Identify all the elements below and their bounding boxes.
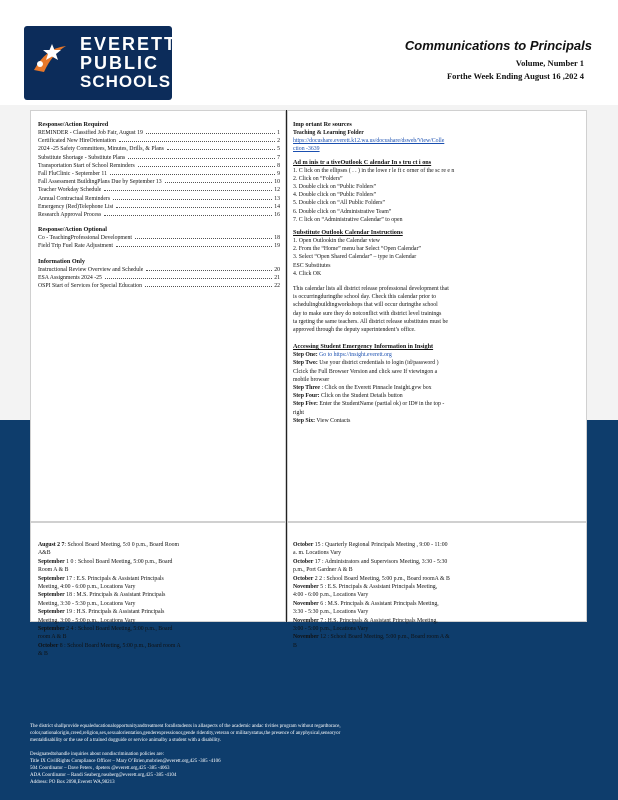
toc-entry-title: Transportation Start of School Reminders	[38, 162, 135, 169]
teaching-learning-label: Teaching & Learning Folder	[293, 130, 364, 136]
admin-step: 7. C lick on “Administrative Calendar” to open	[293, 216, 403, 223]
meeting-entry	[38, 650, 280, 658]
meeting-text: Room A & B	[38, 567, 69, 574]
toc-entry[interactable]	[38, 162, 280, 170]
nondiscrimination-footer	[30, 723, 590, 787]
meeting-text: 17 : Administrators and Supervisors Meeting, 3:30 - 5:30	[313, 558, 448, 565]
toc-page-number: 21	[274, 274, 280, 281]
meeting-entry	[38, 566, 280, 574]
admin-calendar-heading: Ad m inis tr a tiveOutlook C alendar In s tru ct i ons	[293, 158, 432, 166]
admin-calendar-steps	[293, 167, 579, 224]
information-only-heading: Information Only	[38, 257, 85, 265]
district-logo	[24, 26, 178, 100]
meeting-text: & B	[38, 651, 48, 658]
important-resources	[287, 110, 587, 522]
insight-step-label: Step Four:	[293, 393, 320, 400]
toc-entry-title: Instructional Review Overview and Schedule	[38, 266, 144, 273]
meeting-entry	[293, 617, 579, 625]
toc-entry-title: Research Approval Process	[38, 212, 102, 219]
admin-step: 2. Click on “Folders”	[293, 175, 343, 182]
meeting-entry	[293, 583, 579, 591]
toc-entry[interactable]	[38, 234, 280, 242]
insight-step	[293, 368, 579, 376]
meeting-date: September	[38, 575, 65, 582]
toc-page-number: 2	[277, 138, 280, 145]
toc-page-number: 14	[274, 203, 280, 210]
toc-entry[interactable]	[38, 203, 280, 211]
insight-step	[293, 409, 579, 417]
insight-step	[293, 392, 579, 400]
paragraph-line: This calendar lists all district release professional development that	[293, 286, 449, 293]
meeting-date: November	[293, 600, 319, 607]
toc-entry[interactable]	[38, 186, 280, 194]
meeting-date: October	[38, 642, 59, 649]
toc-entry-title: Certificated New HireOrientation	[38, 138, 116, 145]
response-required-heading: Response/Action Required	[38, 121, 109, 128]
meeting-date: October	[293, 558, 314, 565]
meeting-entry	[38, 575, 280, 583]
meeting-text: 3:00 - 5:00 p.m., Locations Vary	[293, 626, 369, 633]
meeting-text: 18 : M.S. Principals & Assistant Principals	[64, 592, 166, 599]
toc-leader-dots	[104, 190, 272, 191]
toc-entry[interactable]	[38, 137, 280, 145]
meeting-date: November	[293, 617, 319, 624]
meetings-right	[287, 522, 587, 649]
toc-entry[interactable]	[38, 195, 280, 203]
meeting-entry	[38, 591, 280, 599]
toc-entry[interactable]	[38, 242, 280, 250]
footer-line: Designatedtohandle inquiries about nondiscrimination policies are:	[30, 751, 164, 757]
insight-step-label: Step Two:	[293, 360, 318, 367]
toc-page-number: 16	[274, 212, 280, 219]
meeting-entry	[293, 558, 579, 566]
insight-step-label: Step Five:	[293, 401, 318, 408]
insight-step-text[interactable]: Go to https://insight.everett.org	[317, 352, 392, 359]
insight-step	[293, 351, 579, 359]
toc-page-number: 1	[277, 130, 280, 136]
toc-entry-title: REMINDER - Classified Job Fair, August 19	[38, 130, 143, 136]
insight-step-text: Clcick the Full Browser Version and click save If viewingon a	[293, 368, 438, 375]
insight-step	[293, 376, 579, 384]
meeting-text: 4:00 - 6:00 p.m., Locations Vary	[293, 592, 369, 599]
admin-step: 1. C lick on the ellipses ( . . ) in the lowe r le ft c orner of the sc re e n	[293, 167, 455, 174]
logo-word-1: EVERETT	[80, 34, 178, 54]
meeting-entry	[293, 633, 579, 641]
insight-step-text: Click on the Student Details button	[319, 393, 403, 400]
insight-steps	[293, 351, 579, 425]
toc-leader-dots	[119, 141, 275, 142]
meeting-text: 6 : M.S. Principals & Assistant Principals Meeting,	[318, 600, 439, 607]
meeting-date: September	[38, 592, 65, 599]
paragraph-line: ta rgeting the same teachers. All district release substitutes must be	[293, 318, 448, 325]
meeting-entry	[38, 633, 280, 641]
toc-page-number: 13	[274, 195, 280, 202]
toc-page-number: 5	[277, 146, 280, 153]
admin-step: 6. Double click on “Administrative Team”	[293, 208, 392, 215]
meeting-text: 15 : Quarterly Regional Principals Meeting , 9:00 - 11:00	[313, 542, 448, 548]
insight-step-label: Step Three	[293, 385, 321, 392]
meeting-text: p.m., Port Gardner A & B	[293, 567, 353, 574]
toc-page-number: 18	[274, 235, 280, 242]
insight-heading: Accessing Student Emergency Information in Insight	[293, 343, 434, 351]
meeting-text: a. m. Locations Vary	[293, 550, 342, 557]
response-required-list	[38, 129, 280, 219]
admin-step: 5. Double click on “All Public Folders”	[293, 200, 385, 207]
footer-line: The district shallprovide equaleducationalopportunityandtreatment forallstudents in allaspects of the academic andac tivities program without regardtorace,	[30, 724, 341, 729]
logo-word-3: SCHOOLS	[80, 72, 172, 91]
toc-entry[interactable]	[38, 282, 280, 290]
insight-step-text: View Contacts	[315, 417, 351, 424]
star-swoosh-icon	[30, 40, 70, 80]
insight-step-label: Step Six:	[293, 417, 316, 424]
meeting-date: August 2 7	[38, 542, 65, 548]
toc-leader-dots	[113, 199, 272, 200]
resources-heading: Imp ortant Re sources	[293, 121, 352, 128]
toc-leader-dots	[116, 207, 272, 208]
response-optional-heading: Response/Action Optional	[38, 226, 107, 234]
substitute-step: 3. Select “Open Shared Calendar” – type in Calendar	[293, 254, 417, 261]
toc-leader-dots	[165, 182, 273, 183]
toc-entry[interactable]	[38, 129, 280, 137]
meeting-date: October	[293, 575, 314, 582]
meeting-text: 8 : School Board Meeting, 5:00 p.m., Board room A	[58, 642, 181, 649]
meeting-entry	[38, 541, 280, 549]
footer-line: 504 Coordinator – Dave Peters , dpeters @everett.org,425 -385 -4063	[30, 766, 170, 772]
toc-entry-title: Fall Assessment BuildingPlans Due by September 13	[38, 179, 162, 186]
meetings-left	[30, 522, 286, 658]
toc-entry-title: OSPI Start of Services for Special Education	[38, 283, 142, 290]
insight-step-text: Use your district credentials to login (id/password )	[317, 360, 439, 367]
meeting-text: 2 4 : School Board Meeting, 5:00 p.m., Board	[64, 626, 173, 633]
meeting-text: 5 : E.S. Principals & Assistant Principals Meeting,	[318, 584, 438, 591]
logo-word-2: PUBLIC	[80, 53, 159, 73]
footer-line: color,nationalorigin,creed,religion,sex,sexualorientation,genderexpressionor,gende ridentity,veteran or militarystatus,the presence of anyphysical,sensoryor	[30, 731, 341, 737]
toc-entry-title: Fall FluClinic - September 11	[38, 171, 108, 178]
meeting-text: room A & B	[38, 634, 67, 641]
meeting-text: 19 : H.S. Principals & Assistant Principals	[64, 609, 165, 616]
insight-step-label: Step One:	[293, 352, 318, 359]
toc-leader-dots	[138, 166, 275, 167]
meeting-text: 3:30 - 5:30 p.m., Locations Vary	[293, 609, 369, 616]
toc-leader-dots	[128, 158, 275, 159]
meeting-text: B	[293, 642, 297, 649]
toc-entry-title: Teacher Workday Schedule	[38, 187, 102, 194]
meeting-entry	[293, 566, 579, 574]
insight-step-text: mobile browser	[293, 376, 330, 383]
substitute-calendar-heading: Substitute Outlook Calendar Instructions	[293, 229, 403, 237]
paragraph-line: day to make sure they do notconflict with district level trainings	[293, 310, 442, 317]
meeting-entry	[293, 600, 579, 608]
newsletter-title: Communications to Principals	[404, 38, 592, 53]
toc-page-number: 20	[274, 266, 280, 273]
admin-step: 3. Double click on “Public Folders”	[293, 184, 377, 191]
footer-line: ADA Coordinator – Randi Seaberg,rseaberg@everett.org,425 -385 -4104	[30, 773, 177, 779]
paragraph-line: approved through the deputy superintendent’s office.	[293, 327, 416, 334]
meeting-entry	[38, 642, 280, 650]
meeting-entry	[38, 617, 280, 625]
meeting-entry	[38, 583, 280, 591]
meeting-entry	[293, 625, 579, 633]
toc-leader-dots	[135, 238, 272, 239]
volume-number: Volume, Number 1	[515, 58, 584, 68]
meeting-entry	[293, 575, 579, 583]
insight-step-text: : Click on the Everett Pinnacle Insight.gvw box	[320, 385, 432, 392]
meeting-text: Meeting, 3:30 - 5:30 p.m., Locations Vary	[38, 600, 136, 607]
substitute-step: 2. From the “Home” menu bar Select “Open Calendar”	[293, 246, 421, 253]
substitute-step: 1. Open Outlookin the Calendar view	[293, 238, 380, 245]
meeting-text: 17 : E.S. Principals & Assistant Principals	[64, 575, 164, 582]
response-optional-list	[38, 234, 280, 250]
admin-step: 4. Double click on “Public Folders”	[293, 192, 377, 199]
table-of-contents	[30, 110, 286, 522]
information-only-list	[38, 266, 280, 291]
toc-page-number: 7	[277, 154, 280, 161]
toc-entry-title: Field Trip Fuel Rate Adjustment	[38, 243, 114, 250]
toc-page-number: 12	[274, 187, 280, 194]
meeting-entry	[38, 558, 280, 566]
meeting-text: 12 : School Board Meeting, 5:00 p.m., Board room A &	[318, 634, 450, 641]
toc-page-number: 9	[277, 171, 280, 178]
toc-entry-title: Annual Contractual Reminders	[38, 195, 111, 202]
substitute-step: ESC Substitutes	[293, 262, 331, 269]
meeting-text: 2 2 : School Board Meeting, 5:00 p.m., Board roomA & B	[313, 575, 450, 582]
meeting-entry	[293, 541, 579, 549]
toc-leader-dots	[116, 246, 272, 247]
meeting-text: Meeting, 4:00 - 6:00 p.m., Locations Vary	[38, 584, 136, 591]
toc-entry-title: Emergency (Red)Telephone List	[38, 203, 114, 210]
substitute-calendar-steps	[293, 237, 579, 278]
toc-leader-dots	[146, 133, 275, 134]
meeting-entry	[38, 608, 280, 616]
meeting-date: October	[293, 542, 314, 548]
toc-entry-title: 2024 -25 Safety Committees, Minutes, Drills, & Plans	[38, 146, 164, 153]
toc-page-number: 19	[274, 243, 280, 250]
teaching-learning-link-cont[interactable]: ction -3639	[293, 146, 320, 153]
toc-entry[interactable]	[38, 145, 280, 153]
toc-entry[interactable]	[38, 274, 280, 282]
meeting-entry	[38, 625, 280, 633]
meeting-date: September	[38, 626, 65, 633]
toc-page-number: 10	[274, 179, 280, 186]
insight-step	[293, 359, 579, 367]
teaching-learning-link[interactable]: https://docushare.everett.k12.wa.us/docushare/dsweb/View/Colle	[293, 138, 445, 145]
meeting-entry	[293, 591, 579, 599]
insight-step	[293, 384, 579, 392]
toc-entry[interactable]	[38, 154, 280, 162]
paragraph-line: schedulingbuildingworkshops that will occur duringthe school	[293, 302, 438, 309]
toc-leader-dots	[167, 149, 275, 150]
meeting-text: 1 0 : School Board Meeting, 5:00 p.m., Board	[64, 558, 173, 565]
footer-line: Title IX CivilRights Compliance Officer – Mary O’Brien,mobrien@everett.org,425 -385 -4106	[30, 758, 221, 764]
footer-line: Address: PO Box 2098,Everett WA,98213	[30, 780, 115, 786]
column-divider	[286, 110, 287, 622]
meeting-entry	[293, 608, 579, 616]
toc-entry[interactable]	[38, 211, 280, 219]
meeting-date: September	[38, 609, 65, 616]
toc-page-number: 22	[274, 283, 280, 290]
toc-leader-dots	[110, 174, 275, 175]
meeting-entry	[293, 642, 579, 650]
toc-entry[interactable]	[38, 178, 280, 186]
insight-step-text: right	[293, 409, 304, 416]
meeting-text: A&B	[38, 550, 51, 557]
meeting-text: : School Board Meeting, 5:0 0 p.m., Board Room	[64, 542, 180, 548]
toc-entry-title: Co - TeachingProfessional Development	[38, 235, 132, 242]
meeting-date: November	[293, 584, 319, 591]
toc-leader-dots	[145, 286, 272, 287]
week-ending: Forthe Week Ending August 16 ,202 4	[446, 71, 584, 81]
toc-leader-dots	[105, 278, 272, 279]
toc-page-number: 8	[277, 162, 280, 169]
insight-step	[293, 417, 579, 425]
toc-leader-dots	[104, 215, 272, 216]
paragraph-line: is occurringduringthe school day. Check this calendar prior to	[293, 294, 437, 301]
substitute-calendar-paragraph	[293, 285, 579, 334]
substitute-step: 4. Click OK	[293, 270, 322, 277]
meeting-entry	[38, 600, 280, 608]
meeting-date: November	[293, 634, 319, 641]
meeting-text: Meeting, 3:00 - 5:00 p.m., Locations Vary	[38, 617, 136, 624]
footer-line: mentaldisability or the use of a trained dogguide or service animalby a student with a disability.	[30, 738, 222, 744]
insight-step	[293, 400, 579, 408]
meeting-text: 7 : H.S. Principals & Assistant Principals Meeting,	[318, 617, 438, 624]
insight-step-text: Enter the StudentName (partial ok) or ID# in the top -	[317, 401, 445, 408]
toc-entry-title: Substitute Shortage - Substitute Plans	[38, 154, 126, 161]
meeting-date: September	[38, 558, 65, 565]
toc-entry-title: ESA Assignments 2024 -25	[38, 274, 102, 281]
toc-entry[interactable]	[38, 170, 280, 178]
toc-leader-dots	[146, 270, 272, 271]
meeting-entry	[293, 549, 579, 557]
meeting-entry	[38, 549, 280, 557]
toc-entry[interactable]	[38, 266, 280, 274]
